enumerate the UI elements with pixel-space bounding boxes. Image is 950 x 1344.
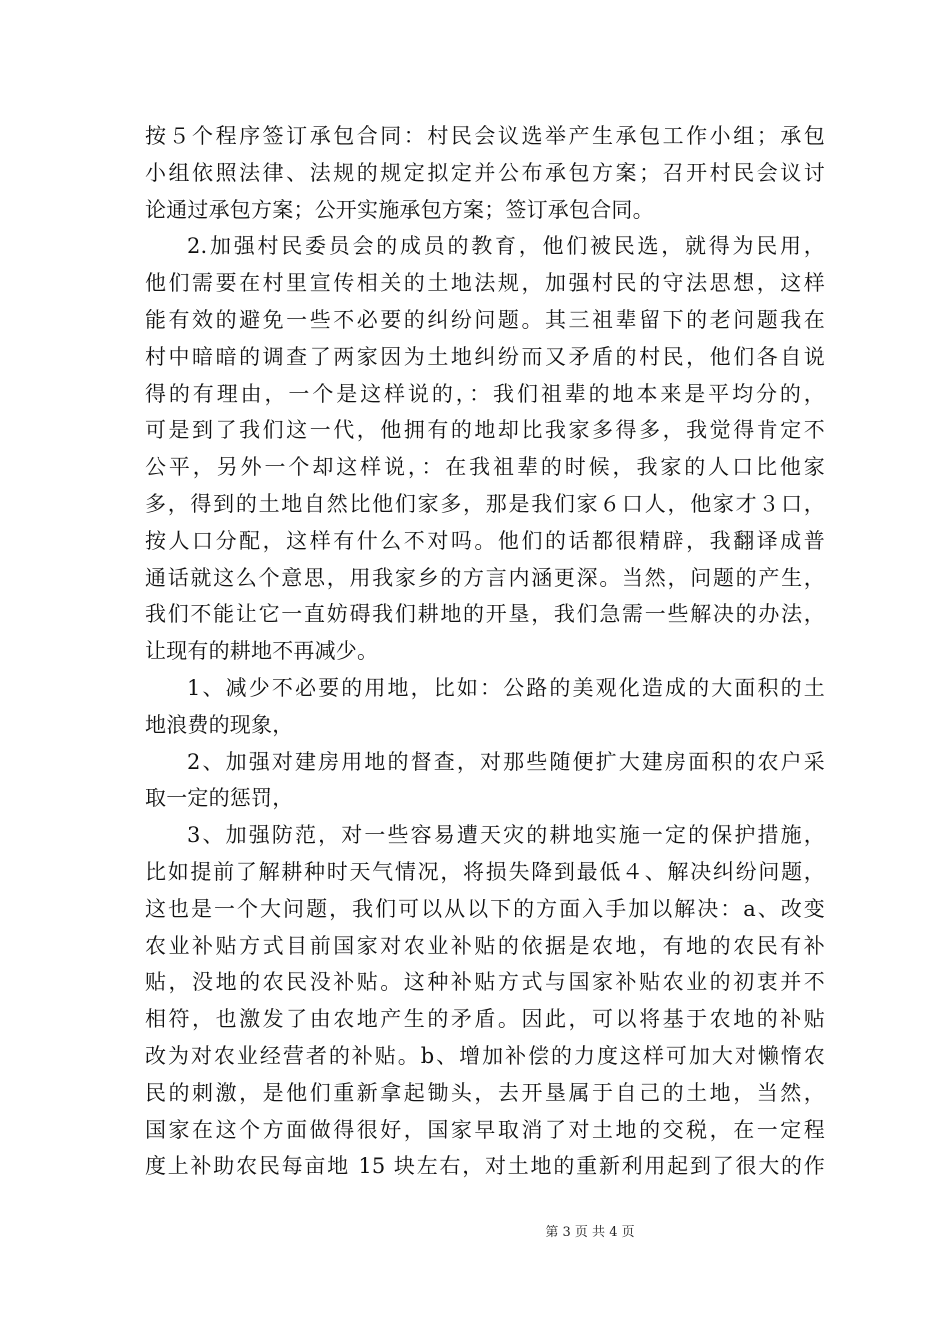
- text-line: 贴，没地的农民没补贴。这种补贴方式与国家补贴农业的初衷并不: [145, 970, 825, 995]
- text-line: 村中暗暗的调查了两家因为土地纠纷而又矛盾的村民，他们各自说: [145, 344, 825, 369]
- text-line: 1、减少不必要的用地，比如：公路的美观化造成的大面积的土: [187, 675, 825, 700]
- text-line: 地浪费的现象，: [145, 712, 294, 737]
- text-line: 按５个程序签订承包合同：村民会议选举产生承包工作小组；承包: [145, 124, 825, 148]
- text-line: 3、加强防范，对一些容易遭天灾的耕地实施一定的保护措施，: [187, 823, 825, 848]
- text-line: 度上补助农民每亩地 15 块左右，对土地的重新利用起到了很大的作: [145, 1154, 825, 1179]
- text-line: 多，得到的土地自然比他们家多，那是我们家６口人，他家才３口，: [145, 491, 825, 516]
- text-line: 按人口分配，这样有什么不对吗。他们的话都很精辟，我翻译成普: [145, 528, 825, 553]
- text-line: 公平，另外一个却这样说，：在我祖辈的时候，我家的人口比他家: [145, 455, 825, 480]
- text-line: 他们需要在村里宣传相关的土地法规，加强村民的守法思想，这样: [145, 271, 825, 296]
- text-line: 2.加强村民委员会的成员的教育，他们被民选，就得为民用，: [187, 234, 825, 259]
- text-line: 可是到了我们这一代，他拥有的地却比我家多得多，我觉得肯定不: [145, 418, 825, 443]
- text-line: 2、加强对建房用地的督查，对那些随便扩大建房面积的农户采: [187, 749, 825, 774]
- text-line: 国家在这个方面做得很好，国家早取消了对土地的交税，在一定程: [145, 1117, 825, 1142]
- text-line: 能有效的避免一些不必要的纠纷问题。其三祖辈留下的老问题我在: [145, 307, 825, 332]
- text-line: 让现有的耕地不再减少。: [145, 639, 379, 664]
- text-line: 相符，也激发了由农地产生的矛盾。因此，可以将基于农地的补贴: [145, 1007, 825, 1032]
- text-line: 得的有理由，一个是这样说的，：我们祖辈的地本来是平均分的，: [145, 381, 825, 406]
- text-line: 改为对农业经营者的补贴。b、增加补偿的力度这样可加大对懒惰农: [145, 1043, 825, 1068]
- body-text: [145, 118, 825, 1185]
- text-line: 论通过承包方案；公开实施承包方案；签订承包合同。: [145, 197, 654, 222]
- text-line: 我们不能让它一直妨碍我们耕地的开垦，我们急需一些解决的办法，: [145, 602, 825, 627]
- text-line: 民的刺激，是他们重新拿起锄头，去开垦属于自己的土地，当然，: [145, 1080, 825, 1105]
- text-line: 小组依照法律、法规的规定拟定并公布承包方案；召开村民会议讨: [145, 160, 825, 185]
- text-line: 通话就这么个意思，用我家乡的方言内涵更深。当然，问题的产生，: [145, 565, 825, 590]
- text-line: 这也是一个大问题，我们可以从以下的方面入手加以解决：a、改变: [145, 896, 825, 921]
- page-footer: [0, 1221, 950, 1240]
- text-line: 取一定的惩罚，: [145, 786, 294, 811]
- text-line: 农业补贴方式目前国家对农业补贴的依据是农地，有地的农民有补: [145, 933, 825, 958]
- text-line: 比如提前了解耕种时天气情况，将损失降到最低４、解决纠纷问题，: [145, 859, 825, 884]
- page-number: 第 3 页 共 4 页: [545, 1225, 635, 1240]
